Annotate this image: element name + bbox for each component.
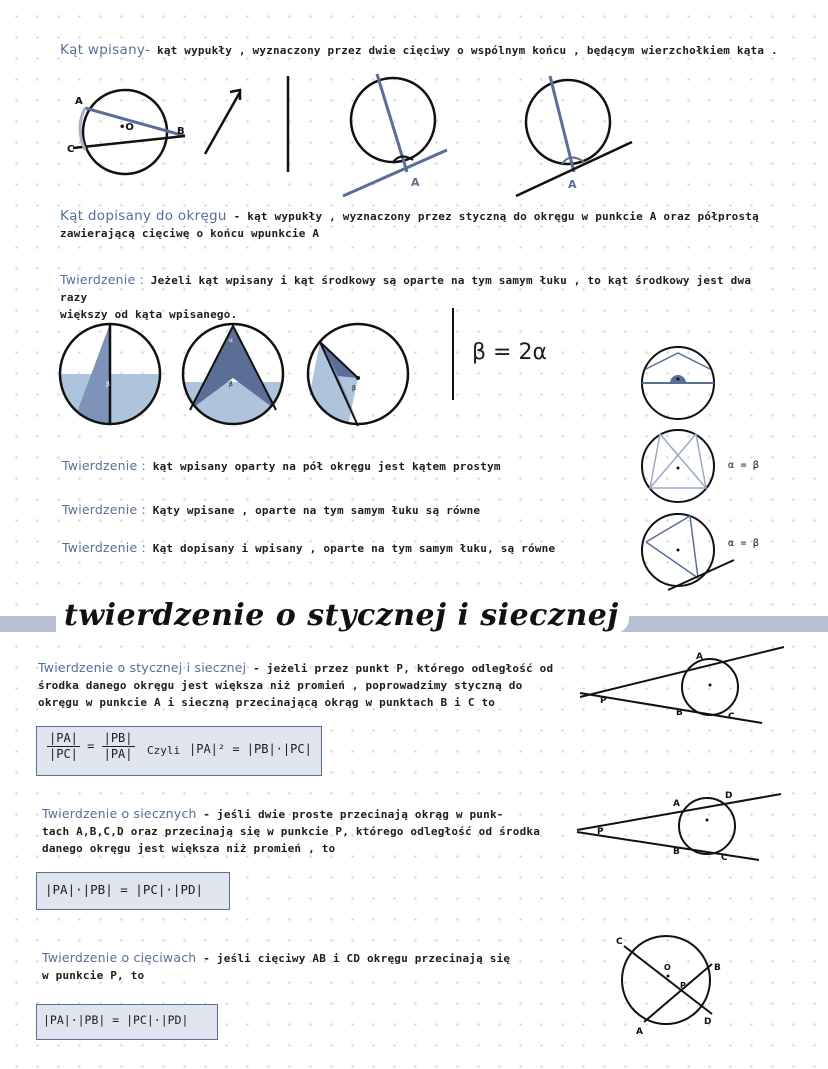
fig5-label-a: A: [673, 799, 680, 809]
fig3-label-a: A: [568, 178, 577, 191]
central-angle-theorem: [60, 272, 780, 323]
fig6-label-a: A: [636, 1027, 643, 1037]
theorem-tangent-inscribed: [62, 540, 555, 557]
tangent-chord-label: Kąt dopisany do okręgu: [60, 208, 227, 224]
tangent-chord-line2: zawierającą cięciwę o końcu wpunkcie A: [60, 227, 320, 240]
frac1-num: |PA|: [49, 731, 78, 745]
chords-line1: - jeśli cięciwy AB i CD okręgu przecinają się: [196, 952, 511, 965]
tangent-chord-definition: [60, 208, 780, 242]
tangent-chord-line1: - kąt wypukły , wyznaczony przez styczną do okręgu w punkcie A oraz półprostą: [226, 210, 759, 223]
fig5-label-d: D: [725, 791, 733, 801]
fig5-label-c: C: [721, 853, 728, 863]
fig2-label-a: A: [411, 176, 420, 189]
fig1-label-o: •O: [119, 122, 134, 133]
tangent-secant-line1: - jeżeli przez punkt P, którego odległość od: [246, 662, 554, 675]
secants-formula: |PA|·|PB| = |PC|·|PD|: [45, 882, 204, 897]
inscribed-angle-label: Kąt wpisany-: [60, 42, 151, 58]
tangent-secant-formula-box: $\frac{|PA|}{|PC|}$ = $\frac{|PB|}{|PA|}$ Czyli |PA|² = |PB|·|PC|: [36, 726, 322, 776]
tangent-secant-figure: [578, 645, 798, 725]
central-angle-theorem-line2: większy od kąta wpisanego.: [60, 308, 238, 321]
tangent-secant-theorem: [38, 660, 558, 711]
fig4-label-b: B: [676, 708, 683, 718]
central-angle-formula: β = 2α: [472, 340, 547, 365]
secants-line1: - jeśli dwie proste przecinają okrąg w punk-: [196, 808, 504, 821]
arrow-sketch: [200, 82, 250, 162]
fig6-label-d: D: [704, 1017, 712, 1027]
fig6-label-p: P: [680, 981, 686, 990]
tangent-secant-formula: |PA|² = |PB|·|PC|: [189, 742, 312, 756]
fig1-label-b: B: [177, 126, 185, 137]
secants-formula-box: [36, 872, 230, 910]
secants-label: Twierdzenie o siecznych: [42, 806, 197, 821]
secants-theorem: [42, 806, 562, 857]
theorem-same-arc-label: Twierdzenie :: [62, 502, 146, 517]
tangent-secant-line2: środka danego okręgu jest większa niż promień , poprowadzimy styczną do: [38, 679, 523, 692]
side-note-eq2: α = β: [728, 538, 760, 549]
secants-line3: danego okręgu jest większa niż promień , to: [42, 842, 336, 855]
fig4-label-p: P: [600, 696, 607, 706]
fig6-label-o: O: [664, 963, 671, 972]
vertical-divider-1: [285, 76, 291, 176]
chords-formula: |PA|·|PB| = |PC|·|PD|: [43, 1013, 189, 1027]
vertical-divider-2: [450, 308, 456, 404]
semicircle-figure: [640, 345, 720, 425]
fig4-label-c: C: [728, 712, 735, 722]
circle2-beta: β: [229, 381, 233, 388]
fig5-label-b: B: [673, 847, 680, 857]
theorem-tangent-inscribed-label: Twierdzenie :: [62, 540, 146, 555]
fig5-label-p: P: [597, 827, 604, 837]
circle2-alpha: α: [229, 337, 233, 344]
inscribed-angle-text: kąt wypukły , wyznaczony przez dwie cięciwy o wspólnym końcu , będącym wierzchołkiem kąta .: [150, 44, 778, 57]
chords-theorem: [42, 950, 562, 984]
theorem-semicircle-label: Twierdzenie :: [62, 458, 146, 473]
tangent-secant-line3: okręgu w punkcie A i sieczną przecinającą okrąg w punktach B i C to: [38, 696, 496, 709]
fig6-label-c: C: [616, 937, 623, 947]
tangent-secant-label: Twierdzenie o stycznej i siecznej: [38, 660, 247, 675]
tangent-angle-figure-1: [335, 72, 455, 202]
tangent-inscribed-figure: [638, 512, 738, 592]
chords-label: Twierdzenie o cięciwach: [42, 950, 197, 965]
theorem-same-arc: [62, 502, 480, 519]
same-arc-figure: [640, 428, 720, 508]
theorem-semicircle-text: kąt wpisany oparty na pół okręgu jest kątem prostym: [145, 460, 501, 473]
chords-figure: [608, 930, 728, 1035]
central-angle-circles: [58, 322, 418, 432]
theorem-tangent-inscribed-text: Kąt dopisany i wpisany , oparte na tym samym łuku, są równe: [145, 542, 556, 555]
fig4-label-a: A: [696, 652, 703, 662]
inscribed-angle-figure: [55, 88, 195, 178]
frac1-den: |PC|: [49, 747, 78, 761]
fig1-label-c: C: [67, 144, 75, 155]
fig1-label-a: A: [75, 96, 83, 107]
section-banner-title: twierdzenie o stycznej i siecznej: [56, 598, 629, 633]
circle3-beta: β: [352, 385, 356, 392]
chords-formula-box: [36, 1004, 218, 1040]
inscribed-angle-definition: [60, 42, 778, 59]
central-angle-theorem-line1: Jeżeli kąt wpisany i kąt środkowy są oparte na tym samym łuku , to kąt środkowy jest dwa razy: [60, 274, 752, 304]
chords-line2: w punkcie P, to: [42, 969, 145, 982]
side-note-eq1: α = β: [728, 460, 760, 471]
circle1-beta: β: [106, 381, 110, 388]
secants-line2: tach A,B,C,D oraz przecinają się w punkcie P, którego odległość od środka: [42, 825, 541, 838]
tangent-angle-figure-2: [500, 72, 640, 202]
theorem-semicircle: [62, 458, 501, 475]
theorem-same-arc-text: Kąty wpisane , oparte na tym samym łuku są równe: [145, 504, 481, 517]
fig6-label-b: B: [714, 963, 721, 973]
central-angle-theorem-label: Twierdzenie :: [60, 272, 144, 287]
frac2-num: |PB|: [103, 731, 133, 745]
secants-figure: [575, 788, 795, 868]
czyli-label: Czyli: [147, 744, 181, 757]
frac2-den: |PA|: [103, 747, 133, 761]
